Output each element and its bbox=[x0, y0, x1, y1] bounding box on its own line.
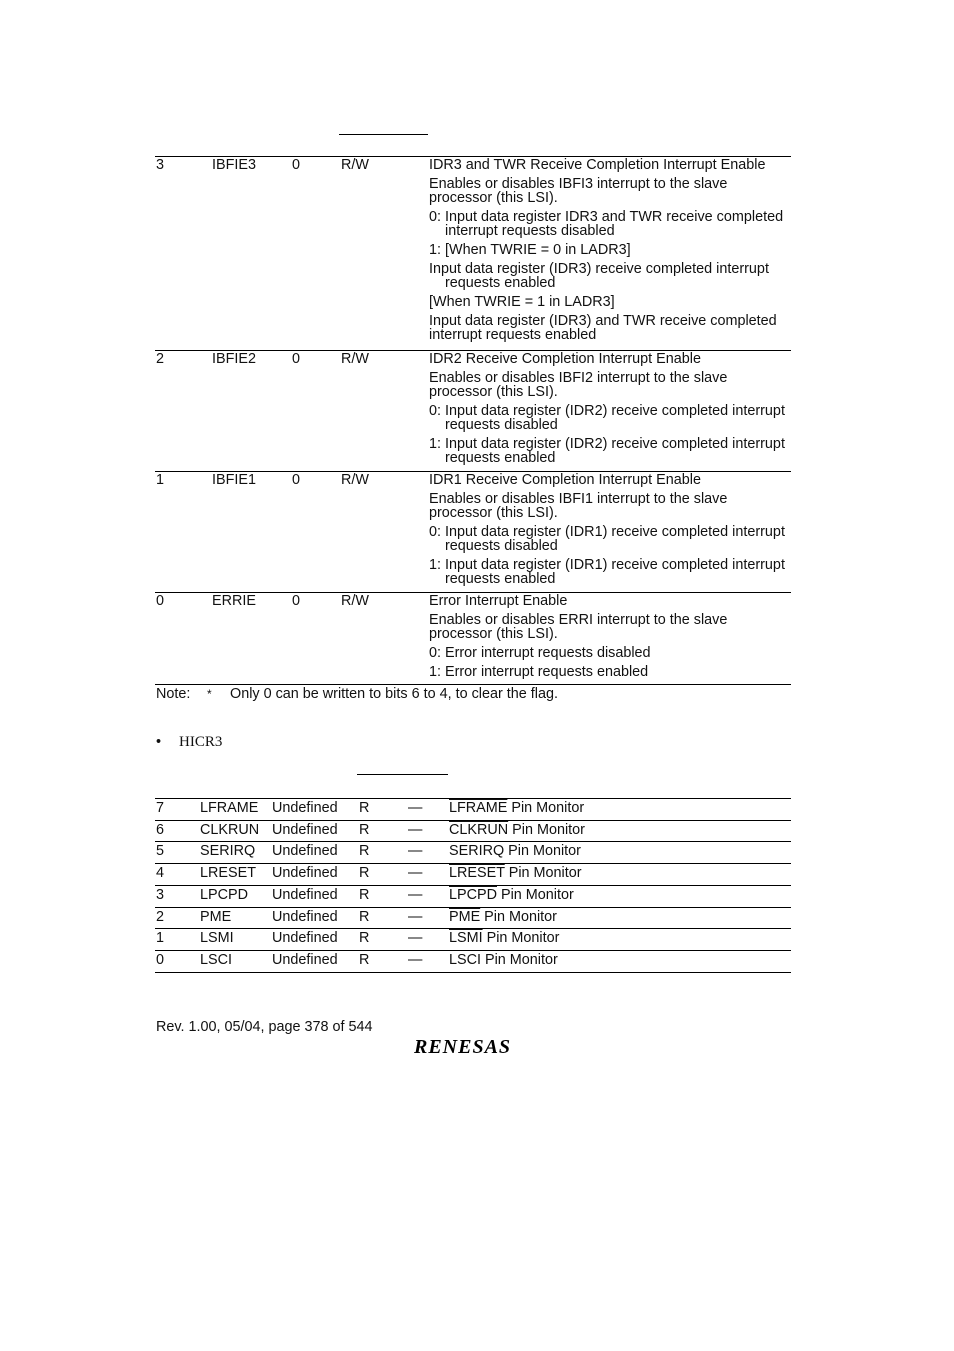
description-suffix: Pin Monitor bbox=[481, 952, 558, 968]
initial-value: Undefined bbox=[272, 952, 338, 968]
description-paragraph bbox=[429, 473, 791, 487]
read-write: R/W bbox=[341, 472, 369, 488]
description-line: 0: Input data register IDR3 and TWR receive completed bbox=[429, 209, 784, 225]
pin-monitor-description bbox=[449, 886, 574, 904]
description-paragraph bbox=[429, 437, 791, 465]
initial-value: 0 bbox=[292, 472, 301, 488]
read-access: R bbox=[359, 952, 370, 968]
description-line: requests disabled bbox=[445, 538, 558, 554]
bit-number: 1 bbox=[156, 472, 165, 488]
read-write: R/W bbox=[341, 593, 369, 609]
pin-monitor-description bbox=[449, 821, 585, 839]
pin-monitor-description bbox=[449, 908, 557, 926]
bit-name: IBFIE1 bbox=[212, 472, 256, 488]
svg-text:RENESAS: RENESAS bbox=[414, 1036, 512, 1058]
description-line: 0: Input data register (IDR2) receive completed interrupt bbox=[429, 403, 785, 419]
header-rule-1 bbox=[339, 134, 428, 135]
section-title: HICR3 bbox=[179, 734, 223, 750]
description-line: IDR2 Receive Completion Interrupt Enable bbox=[429, 351, 701, 367]
description-line: Input data register (IDR3) and TWR receive completed bbox=[429, 313, 777, 329]
initial-value: 0 bbox=[292, 351, 301, 367]
description-suffix: Pin Monitor bbox=[497, 887, 574, 903]
description-line: 0: Input data register (IDR1) receive completed interrupt bbox=[429, 524, 785, 540]
note-text: Only 0 can be written to bits 6 to 4, to clear the flag. bbox=[230, 686, 558, 702]
signal-name: LSMI bbox=[449, 930, 483, 946]
pin-monitor-description bbox=[449, 951, 558, 969]
pin-monitor-description bbox=[449, 864, 582, 882]
initial-value: Undefined bbox=[272, 822, 338, 838]
description-line: processor (this LSI). bbox=[429, 384, 558, 400]
description-line: processor (this LSI). bbox=[429, 626, 558, 642]
description-paragraph bbox=[429, 594, 791, 608]
description-line: processor (this LSI). bbox=[429, 505, 558, 521]
initial-value: 0 bbox=[292, 157, 301, 173]
signal-name: LRESET bbox=[449, 865, 505, 881]
description-paragraph bbox=[429, 492, 791, 520]
description-paragraph bbox=[429, 558, 791, 586]
bit-number: 5 bbox=[156, 843, 165, 859]
renesas-logo-icon bbox=[413, 1034, 535, 1058]
description-paragraph bbox=[429, 665, 791, 679]
signal-name: CLKRUN bbox=[449, 822, 509, 838]
description-line: requests enabled bbox=[445, 450, 556, 466]
description-line: Input data register (IDR3) receive completed interrupt bbox=[429, 261, 769, 277]
write-access: — bbox=[408, 909, 423, 925]
bit-number: 7 bbox=[156, 800, 165, 816]
read-access: R bbox=[359, 930, 370, 946]
bit-name: IBFIE3 bbox=[212, 157, 256, 173]
description-line: Enables or disables IBFI1 interrupt to the slave bbox=[429, 491, 728, 507]
bit-description bbox=[429, 352, 791, 470]
bit-number: 1 bbox=[156, 930, 165, 946]
description-line: interrupt requests enabled bbox=[429, 327, 597, 343]
read-write: R/W bbox=[341, 157, 369, 173]
renesas-logo bbox=[413, 1034, 535, 1058]
note bbox=[156, 686, 190, 702]
bit-name: ERRIE bbox=[212, 593, 256, 609]
description-line: 0: Error interrupt requests disabled bbox=[429, 645, 651, 661]
bit-name: IBFIE2 bbox=[212, 351, 256, 367]
read-access: R bbox=[359, 800, 370, 816]
bit-number: 6 bbox=[156, 822, 165, 838]
signal-name: LPCPD bbox=[449, 887, 497, 903]
read-access: R bbox=[359, 822, 370, 838]
description-paragraph bbox=[429, 314, 791, 342]
signal-name: SERIRQ bbox=[449, 843, 505, 859]
description-line: requests disabled bbox=[445, 417, 558, 433]
description-paragraph bbox=[429, 243, 791, 257]
description-paragraph bbox=[429, 525, 791, 553]
bit-name: LSCI bbox=[200, 952, 232, 968]
write-access: — bbox=[408, 952, 423, 968]
bit-name: SERIRQ bbox=[200, 843, 256, 859]
pin-monitor-description bbox=[449, 799, 584, 817]
description-paragraph bbox=[429, 177, 791, 205]
bit-description bbox=[429, 158, 791, 347]
description-paragraph bbox=[429, 371, 791, 399]
initial-value: Undefined bbox=[272, 843, 338, 859]
description-paragraph bbox=[429, 404, 791, 432]
read-access: R bbox=[359, 865, 370, 881]
bit-number: 2 bbox=[156, 351, 165, 367]
description-paragraph bbox=[429, 295, 791, 309]
description-suffix: Pin Monitor bbox=[504, 843, 581, 859]
description-line: IDR1 Receive Completion Interrupt Enable bbox=[429, 472, 701, 488]
description-line: IDR3 and TWR Receive Completion Interrupt Enable bbox=[429, 157, 766, 173]
description-line: 1: Input data register (IDR1) receive completed interrupt bbox=[429, 557, 785, 573]
description-paragraph bbox=[429, 352, 791, 366]
bit-name: PME bbox=[200, 909, 232, 925]
signal-name: LFRAME bbox=[449, 800, 508, 816]
pin-monitor-description bbox=[449, 929, 559, 947]
description-line: Enables or disables IBFI2 interrupt to the slave bbox=[429, 370, 728, 386]
description-line: Enables or disables IBFI3 interrupt to the slave bbox=[429, 176, 728, 192]
table-bottom-rule bbox=[155, 684, 791, 685]
description-line: [When TWRIE = 1 in LADR3] bbox=[429, 294, 615, 310]
note-mark: * bbox=[207, 687, 212, 701]
read-access: R bbox=[359, 909, 370, 925]
description-line: requests enabled bbox=[445, 571, 556, 587]
write-access: — bbox=[408, 930, 423, 946]
write-access: — bbox=[408, 887, 423, 903]
description-paragraph bbox=[429, 613, 791, 641]
section-bullet: • bbox=[156, 734, 162, 750]
description-line: processor (this LSI). bbox=[429, 190, 558, 206]
description-line: interrupt requests disabled bbox=[445, 223, 615, 239]
signal-name: $\overline{PME}$ bbox=[449, 909, 481, 925]
header-rule-2 bbox=[357, 774, 448, 775]
bit-number: 0 bbox=[156, 593, 165, 609]
description-line: Enables or disables ERRI interrupt to the slave bbox=[429, 612, 728, 628]
bit-number: 0 bbox=[156, 952, 165, 968]
signal-name: LSCI bbox=[449, 952, 481, 968]
description-suffix: Pin Monitor bbox=[508, 822, 585, 838]
description-suffix: Pin Monitor bbox=[504, 865, 582, 881]
note-label: Note: bbox=[156, 686, 191, 702]
description-suffix: Pin Monitor bbox=[480, 909, 557, 925]
description-suffix: Pin Monitor bbox=[507, 800, 585, 816]
description-paragraph bbox=[429, 262, 791, 290]
bit-name: LFRAME bbox=[200, 800, 259, 816]
write-access: — bbox=[408, 800, 423, 816]
bit-description bbox=[429, 594, 791, 684]
bit-number: 3 bbox=[156, 157, 165, 173]
description-paragraph bbox=[429, 210, 791, 238]
bit-name: CLKRUN bbox=[200, 822, 260, 838]
write-access: — bbox=[408, 843, 423, 859]
description-line: 1: Input data register (IDR2) receive completed interrupt bbox=[429, 436, 785, 452]
write-access: — bbox=[408, 865, 423, 881]
table-bottom-rule bbox=[155, 972, 791, 973]
initial-value: Undefined bbox=[272, 909, 338, 925]
initial-value: Undefined bbox=[272, 865, 338, 881]
initial-value: 0 bbox=[292, 593, 301, 609]
initial-value: Undefined bbox=[272, 930, 338, 946]
pin-monitor-description bbox=[449, 842, 581, 860]
initial-value: Undefined bbox=[272, 887, 338, 903]
read-access: R bbox=[359, 843, 370, 859]
bit-number: 3 bbox=[156, 887, 165, 903]
bit-name: LPCPD bbox=[200, 887, 248, 903]
bit-name: LSMI bbox=[200, 930, 234, 946]
bit-number: 4 bbox=[156, 865, 165, 881]
description-line: 1: [When TWRIE = 0 in LADR3] bbox=[429, 242, 631, 258]
write-access: — bbox=[408, 822, 423, 838]
description-line: 1: Error interrupt requests enabled bbox=[429, 664, 649, 680]
bit-description bbox=[429, 473, 791, 591]
description-paragraph bbox=[429, 158, 791, 172]
description-line: Error Interrupt Enable bbox=[429, 593, 568, 609]
read-access: R bbox=[359, 887, 370, 903]
page-info: Rev. 1.00, 05/04, page 378 of 544 bbox=[156, 1019, 373, 1035]
bit-name: LRESET bbox=[200, 865, 256, 881]
description-line: requests enabled bbox=[445, 275, 556, 291]
description-paragraph bbox=[429, 646, 791, 660]
read-write: R/W bbox=[341, 351, 369, 367]
description-suffix: Pin Monitor bbox=[482, 930, 560, 946]
bit-number: 2 bbox=[156, 909, 165, 925]
initial-value: Undefined bbox=[272, 800, 338, 816]
